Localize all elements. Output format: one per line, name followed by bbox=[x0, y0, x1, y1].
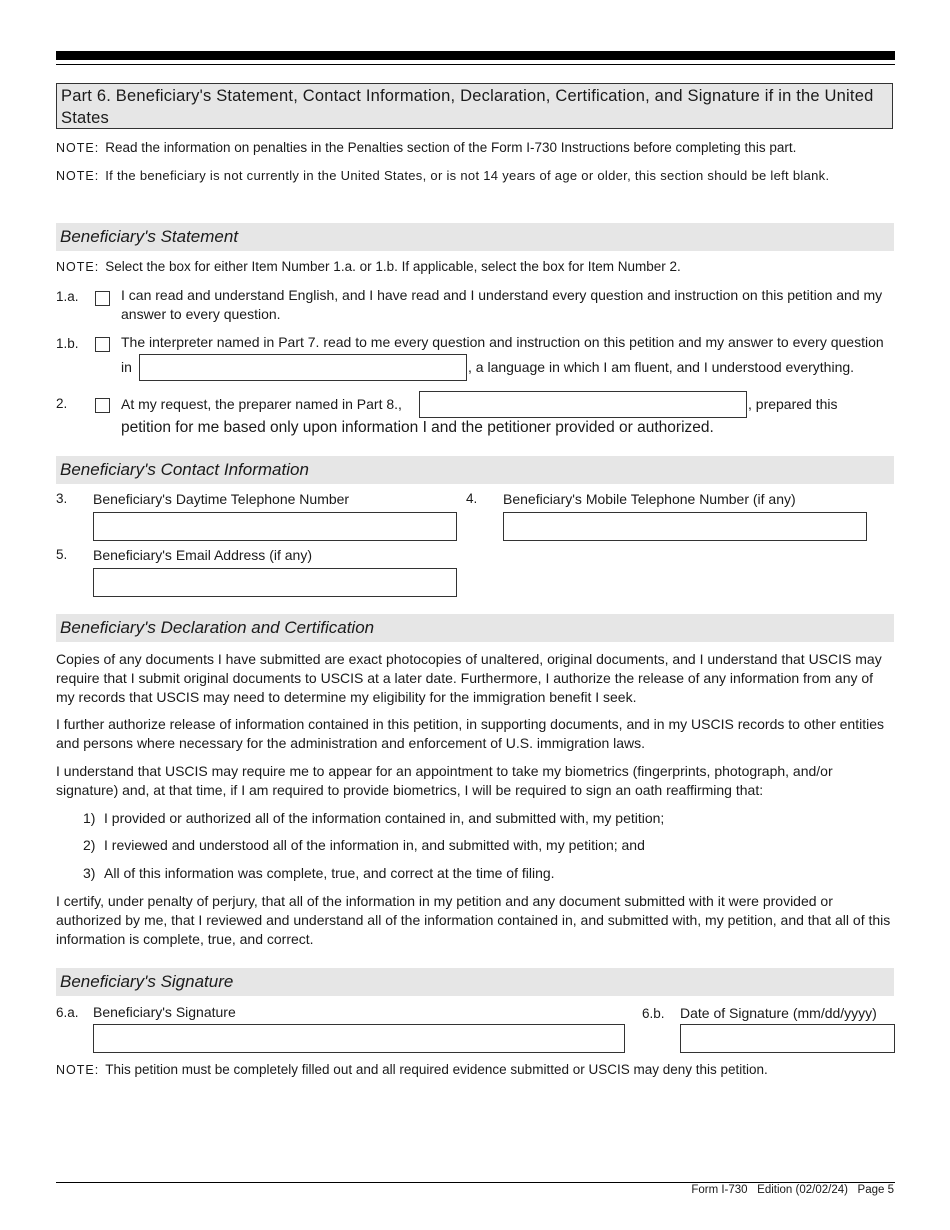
contact-heading: Beneficiary's Contact Information bbox=[56, 456, 894, 484]
oath-list-item: I reviewed and understood all of the information in, and submitted with, my petition; and bbox=[104, 837, 645, 853]
statement-heading: Beneficiary's Statement bbox=[56, 223, 894, 251]
item-1b-in-label: in bbox=[121, 359, 132, 375]
signature-date-field[interactable] bbox=[680, 1024, 895, 1053]
item-2-text-line2: petition for me based only upon information I and the petitioner provided or authorized. bbox=[121, 419, 714, 436]
item-1a-number: 1.a. bbox=[56, 289, 79, 304]
item-2-number: 2. bbox=[56, 396, 68, 411]
item-6a-label: Beneficiary's Signature bbox=[93, 1004, 236, 1020]
preparer-name-field[interactable] bbox=[419, 391, 747, 418]
item-4-label: Beneficiary's Mobile Telephone Number (if any) bbox=[503, 491, 796, 507]
statement-note bbox=[56, 258, 894, 276]
oath-list-number: 1) bbox=[83, 810, 96, 826]
item-1b-number: 1.b. bbox=[56, 336, 79, 351]
top-thick-rule bbox=[56, 51, 895, 60]
item-2-checkbox[interactable] bbox=[95, 398, 110, 413]
certification-paragraph: I certify, under penalty of perjury, that all of the information in my petition and any document submitted with it were provided or authorized by me, that I reviewed and understand all of the information contained in, and submitted with, my petition, and that all of this information is complete, true, and correct. bbox=[56, 893, 891, 947]
declaration-paragraph-1: Copies of any documents I have submitted are exact photocopies of unaltered, original documents, and I understand that USCIS may require that I submit original documents to USCIS at a later date. Furthermore, I authorize the release of any information from any of my records that USCIS may need to determine my eligibility for the immigration benefit I seek. bbox=[56, 651, 882, 705]
footer-form-name: Form I-730 bbox=[691, 1184, 748, 1196]
declaration-heading: Beneficiary's Declaration and Certification bbox=[56, 614, 894, 642]
signature-heading: Beneficiary's Signature bbox=[56, 968, 894, 996]
item-1b-trailing-text: , a language in which I am fluent, and I understood everything. bbox=[468, 359, 855, 375]
oath-list-item: I provided or authorized all of the information contained in, and submitted with, my petition; bbox=[104, 810, 665, 826]
item-3-number: 3. bbox=[56, 491, 68, 506]
footer bbox=[691, 1184, 894, 1196]
not-in-us-note-text: If the beneficiary is not currently in the United States, or is not 14 years of age or older, this section should be left blank. bbox=[105, 168, 830, 183]
item-1b-text: The interpreter named in Part 7. read to me every question and instruction on this petition and my answer to every question bbox=[121, 334, 884, 350]
footer-page-number: Page 5 bbox=[857, 1184, 894, 1196]
oath-list-number: 3) bbox=[83, 865, 96, 881]
declaration-paragraph-2: I further authorize release of information contained in this petition, in supporting documents, and in my USCIS records to other entities and persons where necessary for the administration and enforcement of U.S. immigration laws. bbox=[56, 716, 884, 751]
declaration-paragraph-3: I understand that USCIS may require me to appear for an appointment to take my biometrics (fingerprints, photograph, and/or signature) and, at that time, if I am required to provide biometrics, I will be required to sign an oath reaffirming that: bbox=[56, 763, 833, 798]
footer-rule bbox=[56, 1182, 895, 1183]
item-4-number: 4. bbox=[466, 491, 478, 506]
final-note bbox=[56, 1061, 894, 1079]
note-label: NOTE: bbox=[56, 1063, 100, 1077]
mobile-phone-field[interactable] bbox=[503, 512, 867, 541]
beneficiary-signature-field[interactable] bbox=[93, 1024, 625, 1053]
top-thin-rule bbox=[56, 64, 895, 65]
item-6b-label: Date of Signature (mm/dd/yyyy) bbox=[680, 1005, 877, 1021]
note-label: NOTE: bbox=[56, 260, 100, 274]
item-2-text: At my request, the preparer named in Part 8., bbox=[121, 396, 402, 412]
footer-edition: Edition (02/02/24) bbox=[757, 1184, 848, 1196]
email-field[interactable] bbox=[93, 568, 457, 597]
not-in-us-note bbox=[56, 167, 894, 185]
penalties-note-text: Read the information on penalties in the Penalties section of the Form I-730 Instructions before completing this part. bbox=[105, 140, 797, 155]
oath-list-number: 2) bbox=[83, 837, 96, 853]
oath-list-item: All of this information was complete, true, and correct at the time of filing. bbox=[104, 865, 555, 881]
item-3-label: Beneficiary's Daytime Telephone Number bbox=[93, 491, 350, 507]
daytime-phone-field[interactable] bbox=[93, 512, 457, 541]
interpreter-language-field[interactable] bbox=[139, 354, 467, 381]
note-label: NOTE: bbox=[56, 141, 100, 155]
part-6-title: Part 6. Beneficiary's Statement, Contact Information, Declaration, Certification, and Signature if in the United States bbox=[56, 83, 893, 129]
item-6a-number: 6.a. bbox=[56, 1005, 79, 1020]
note-label: NOTE: bbox=[56, 169, 100, 183]
item-5-number: 5. bbox=[56, 547, 68, 562]
item-2-trailing-text: , prepared this bbox=[748, 396, 838, 412]
item-1a-checkbox[interactable] bbox=[95, 291, 110, 306]
item-1b-checkbox[interactable] bbox=[95, 337, 110, 352]
penalties-note bbox=[56, 139, 894, 157]
item-6b-number: 6.b. bbox=[642, 1006, 665, 1021]
item-5-label: Beneficiary's Email Address (if any) bbox=[93, 547, 312, 563]
final-note-text: This petition must be completely filled out and all required evidence submitted or USCIS may deny this petition. bbox=[105, 1062, 768, 1077]
statement-note-text: Select the box for either Item Number 1.a. or 1.b. If applicable, select the box for Item Number 2. bbox=[105, 259, 681, 274]
item-1a-text: I can read and understand English, and I have read and I understand every question and instruction on this petition and my answer to every question. bbox=[121, 287, 883, 322]
